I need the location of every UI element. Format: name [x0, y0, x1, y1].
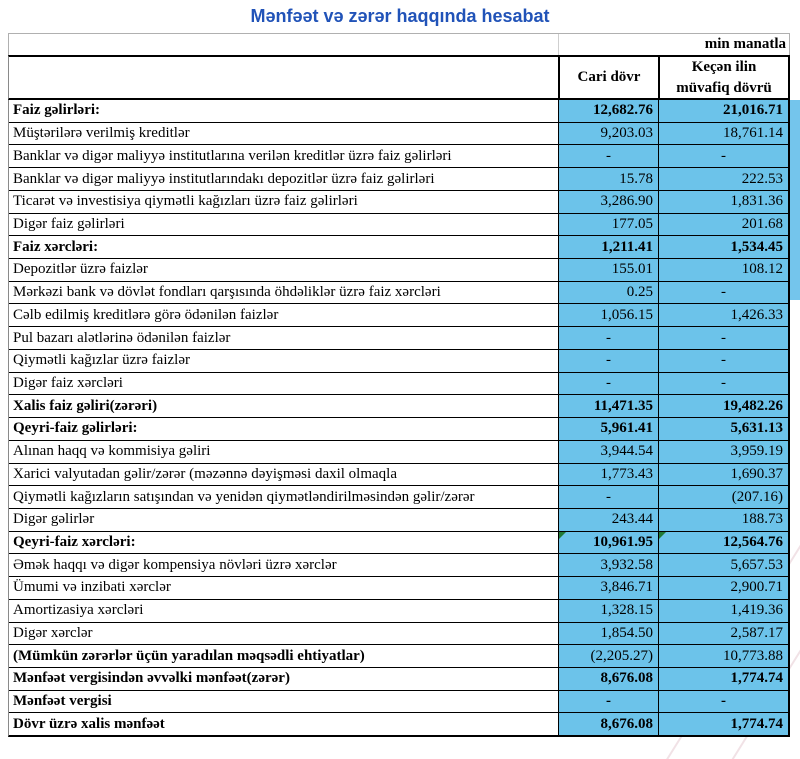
current-value-cell: 155.01 — [558, 259, 658, 281]
table-row — [9, 372, 788, 395]
current-value-cell: 10,961.95 — [558, 532, 658, 554]
row-label: Mənfəət vergisi — [9, 691, 558, 713]
previous-value-cell: 2,900.71 — [658, 577, 788, 599]
table-row — [9, 644, 788, 667]
row-label: Cəlb edilmiş kreditlərə görə ödənilən faizlər — [9, 304, 558, 326]
note-triangle-icon — [559, 532, 566, 539]
table-row — [9, 667, 788, 690]
table-row — [9, 303, 788, 326]
previous-value-cell: 188.73 — [658, 509, 788, 531]
units-column-divider — [558, 34, 559, 55]
current-value-cell: - — [558, 486, 658, 508]
previous-value-cell: 1,534.45 — [658, 236, 788, 258]
current-value-cell: 1,854.50 — [558, 623, 658, 645]
current-value-cell: 243.44 — [558, 509, 658, 531]
header-previous-period-line2: müvafiq dövrü — [676, 79, 772, 96]
row-label: Faiz gəlirləri: — [9, 100, 558, 122]
current-value-cell: 1,773.43 — [558, 464, 658, 486]
current-value-cell: - — [558, 691, 658, 713]
table-row — [9, 167, 788, 190]
previous-value-cell: 19,482.26 — [658, 395, 788, 417]
previous-value-cell: 5,657.53 — [658, 554, 788, 576]
current-value-cell: (2,205.27) — [558, 645, 658, 667]
previous-value-cell: 222.53 — [658, 168, 788, 190]
previous-value-cell: - — [658, 327, 788, 349]
current-value-cell: 8,676.08 — [558, 713, 658, 735]
units-row — [8, 33, 790, 55]
previous-value-cell: 1,690.37 — [658, 464, 788, 486]
table-row — [9, 599, 788, 622]
table-body — [8, 100, 790, 737]
previous-value-cell: 18,761.14 — [658, 123, 788, 145]
table-row — [9, 531, 788, 554]
previous-value-cell: - — [658, 282, 788, 304]
pnl-table — [8, 33, 790, 737]
current-value-cell: 15.78 — [558, 168, 658, 190]
row-label: Qiymətli kağızların satışından və yenidən qiymətləndirilməsindən gəlir/zərər — [9, 486, 558, 508]
table-row — [9, 622, 788, 645]
row-label: Qeyri-faiz xərcləri: — [9, 532, 558, 554]
current-value-cell: 3,846.71 — [558, 577, 658, 599]
current-value-cell: - — [558, 373, 658, 395]
table-row — [9, 712, 788, 735]
previous-value-cell: - — [658, 691, 788, 713]
row-label: Depozitlər üzrə faizlər — [9, 259, 558, 281]
current-value-cell: 9,203.03 — [558, 123, 658, 145]
table-row — [9, 576, 788, 599]
previous-value-cell: (207.16) — [658, 486, 788, 508]
table-row — [9, 690, 788, 713]
current-value-cell: 3,944.54 — [558, 441, 658, 463]
previous-value-cell: 108.12 — [658, 259, 788, 281]
header-previous-period — [658, 57, 788, 98]
previous-value-cell: 3,959.19 — [658, 441, 788, 463]
previous-value-cell: 1,774.74 — [658, 713, 788, 735]
row-label: Banklar və digər maliyyə institutlarına verilən kreditlər üzrə faiz gəlirləri — [9, 145, 558, 167]
row-label: Xarici valyutadan gəlir/zərər (məzənnə dəyişməsi daxil olmaqla — [9, 464, 558, 486]
table-row — [9, 417, 788, 440]
previous-value-cell: - — [658, 350, 788, 372]
table-row — [9, 326, 788, 349]
row-label: Digər faiz gəlirləri — [9, 214, 558, 236]
previous-value-cell: 1,426.33 — [658, 304, 788, 326]
previous-value-cell: 201.68 — [658, 214, 788, 236]
previous-value-cell: - — [658, 145, 788, 167]
header-label-spacer — [9, 57, 558, 98]
row-label: Amortizasiya xərcləri — [9, 600, 558, 622]
table-row — [9, 144, 788, 167]
row-label: Banklar və digər maliyyə institutlarındakı depozitlər üzrə faiz gəlirləri — [9, 168, 558, 190]
table-row — [9, 508, 788, 531]
header-previous-period-line1: Keçən ilin — [691, 59, 757, 76]
row-label: Ümumi və inzibati xərclər — [9, 577, 558, 599]
current-value-cell: 1,211.41 — [558, 236, 658, 258]
table-row — [9, 258, 788, 281]
table-row — [9, 235, 788, 258]
row-label: Dövr üzrə xalis mənfəət — [9, 713, 558, 735]
table-row — [9, 485, 788, 508]
row-label: Qeyri-faiz gəlirləri: — [9, 418, 558, 440]
previous-value-cell: - — [658, 373, 788, 395]
current-value-cell: 1,056.15 — [558, 304, 658, 326]
current-value-cell: - — [558, 350, 658, 372]
table-row — [9, 281, 788, 304]
row-label: Digər faiz xərcləri — [9, 373, 558, 395]
current-value-cell: 0.25 — [558, 282, 658, 304]
row-label: Qiymətli kağızlar üzrə faizlər — [9, 350, 558, 372]
row-label: Ticarət və investisiya qiymətli kağızları üzrə faiz gəlirləri — [9, 191, 558, 213]
table-row — [9, 349, 788, 372]
table-header-row — [8, 55, 790, 100]
header-current-period-label: Cari dövr — [577, 69, 641, 86]
previous-value-cell: 1,831.36 — [658, 191, 788, 213]
row-label: Alınan haqq və kommisiya gəliri — [9, 441, 558, 463]
previous-value-cell: 5,631.13 — [658, 418, 788, 440]
units-label: min manatla — [704, 36, 786, 52]
row-label: Müştərilərə verilmiş kreditlər — [9, 123, 558, 145]
current-value-cell: 3,286.90 — [558, 191, 658, 213]
row-label: Əmək haqqı və digər kompensiya növləri üzrə xərclər — [9, 554, 558, 576]
table-row — [9, 553, 788, 576]
table-row — [9, 122, 788, 145]
header-current-period — [558, 57, 658, 98]
previous-value-cell: 12,564.76 — [658, 532, 788, 554]
previous-value-cell: 21,016.71 — [658, 100, 788, 122]
right-edge-artifact — [790, 100, 800, 300]
table-row — [9, 100, 788, 122]
previous-value-cell: 1,419.36 — [658, 600, 788, 622]
note-triangle-icon — [659, 532, 666, 539]
table-row — [9, 190, 788, 213]
current-value-cell: 1,328.15 — [558, 600, 658, 622]
page-title: Mənfəət və zərər haqqında hesabat — [250, 6, 550, 26]
row-label: Mənfəət vergisindən əvvəlki mənfəət(zərər) — [9, 668, 558, 690]
previous-value-cell: 10,773.88 — [658, 645, 788, 667]
current-value-cell: 177.05 — [558, 214, 658, 236]
row-label: Mərkəzi bank və dövlət fondları qarşısında öhdəliklər üzrə faiz xərcləri — [9, 282, 558, 304]
previous-value-cell: 2,587.17 — [658, 623, 788, 645]
table-row — [9, 213, 788, 236]
row-label: (Mümkün zərərlər üçün yaradılan məqsədli ehtiyatlar) — [9, 645, 558, 667]
previous-value-cell: 1,774.74 — [658, 668, 788, 690]
row-label: Digər xərclər — [9, 623, 558, 645]
table-row — [9, 440, 788, 463]
row-label: Faiz xərcləri: — [9, 236, 558, 258]
current-value-cell: - — [558, 327, 658, 349]
current-value-cell: 8,676.08 — [558, 668, 658, 690]
current-value-cell: 3,932.58 — [558, 554, 658, 576]
current-value-cell: 12,682.76 — [558, 100, 658, 122]
table-row — [9, 394, 788, 417]
table-row — [9, 463, 788, 486]
row-label: Digər gəlirlər — [9, 509, 558, 531]
row-label: Pul bazarı alətlərinə ödənilən faizlər — [9, 327, 558, 349]
current-value-cell: 5,961.41 — [558, 418, 658, 440]
current-value-cell: 11,471.35 — [558, 395, 658, 417]
row-label: Xalis faiz gəliri(zərəri) — [9, 395, 558, 417]
current-value-cell: - — [558, 145, 658, 167]
